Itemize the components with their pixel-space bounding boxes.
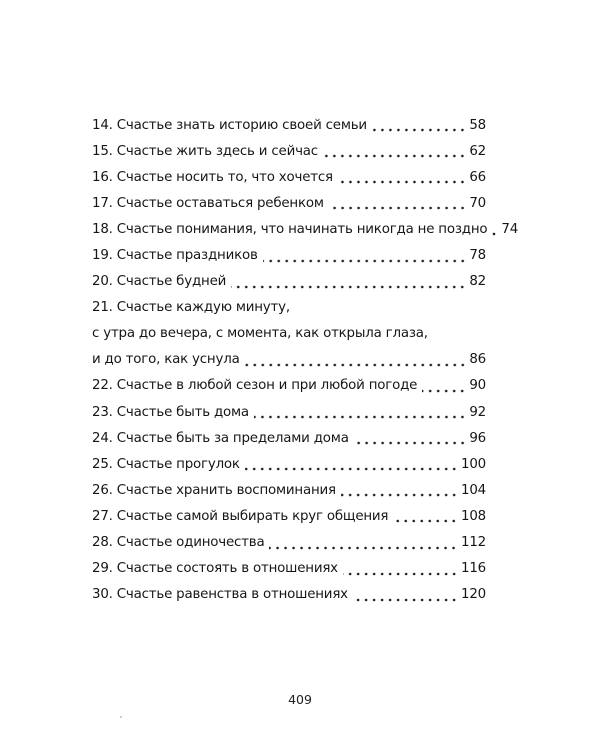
toc-entry [92,530,486,556]
toc-entry-title: 21. Счастье каждую минуту, [92,300,290,316]
toc-entry-page: 108 [461,508,486,524]
toc-entry [92,503,486,529]
dot-leader [343,562,458,576]
toc-entry-page: 86 [469,352,486,368]
table-of-contents [92,112,519,608]
toc-entry [92,242,486,268]
toc-entry-page: 58 [469,117,486,133]
dot-leader [231,275,466,289]
toc-entry-title: 26. Счастье хранить воспоминания [92,482,336,498]
toc-entry [92,138,486,164]
toc-entry [92,425,486,451]
toc-entry [92,112,486,138]
dot-leader [254,405,466,419]
dot-leader [422,379,466,393]
toc-entry-title: 15. Счастье жить здесь и сейчас [92,143,318,159]
dot-leader [323,144,466,158]
toc-entry [92,269,486,295]
toc-entry-page: 90 [469,378,486,394]
toc-entry-title: 18. Счастье понимания, что начинать никогда не поздно [92,221,488,237]
toc-entry-title: 24. Счастье быть за пределами дома [92,430,349,446]
toc-entry-page: 112 [461,535,486,551]
toc-entry-page: 82 [469,274,486,290]
toc-entry-title: 29. Счастье состоять в отношениях [92,561,338,577]
toc-entry-page: 120 [461,587,486,603]
toc-entry [92,164,486,190]
toc-entry-page: 96 [469,430,486,446]
toc-entry-page: 66 [469,169,486,185]
toc-entry-title: 23. Счастье быть дома [92,404,249,420]
toc-entry [92,399,486,425]
dot-leader [329,196,467,210]
toc-entry-title: 27. Счастье самой выбирать круг общения [92,508,389,524]
dot-leader [263,249,467,263]
toc-entry-page: 104 [461,482,486,498]
toc-entry [92,556,486,582]
toc-entry-title: 17. Счастье оставаться ребенком [92,195,324,211]
dot-leader [372,118,466,132]
toc-entry-page: 100 [461,456,486,472]
toc-entry-title: 19. Счастье праздников [92,248,258,264]
toc-entry [92,347,486,373]
page-number: 409 [288,692,312,707]
toc-entry [92,190,486,216]
toc-entry-title-continuation: и до того, как уснула [92,352,240,368]
toc-entry-page: 70 [469,195,486,211]
toc-entry [92,477,486,503]
toc-entry [92,216,519,242]
toc-entry-page: 92 [469,404,486,420]
dot-leader [354,431,467,445]
dot-leader [341,483,458,497]
toc-entry-title: 16. Счастье носить то, что хочется [92,169,333,185]
dot-leader [338,170,466,184]
toc-entry [92,582,486,608]
dot-leader [492,222,498,236]
toc-entry [92,373,486,399]
toc-entry-title: 22. Счастье в любой сезон и при любой погоде [92,378,418,394]
toc-entry-title: 25. Счастье прогулок [92,456,240,472]
dot-leader [269,536,458,550]
dot-leader [245,353,467,367]
toc-entry-page: 78 [469,248,486,264]
toc-entry-page: 62 [469,143,486,159]
toc-entry-line [92,321,486,347]
toc-entry-title-continuation: с утра до вечера, с момента, как открыла глаза, [92,326,428,342]
dot-leader [245,457,458,471]
toc-entry-title: 20. Счастье будней [92,274,227,290]
toc-entry-title: 14. Счастье знать историю своей семьи [92,117,367,133]
toc-entry-title: 28. Счастье одиночества [92,535,265,551]
dot-leader [353,588,458,602]
toc-entry-page: 74 [501,221,519,237]
toc-entry-page: 116 [461,561,486,577]
toc-entry-line [92,295,486,321]
paper-speck [120,716,122,718]
dot-leader [393,509,458,523]
toc-entry [92,451,486,477]
toc-entry-title: 30. Счастье равенства в отношениях [92,587,348,603]
